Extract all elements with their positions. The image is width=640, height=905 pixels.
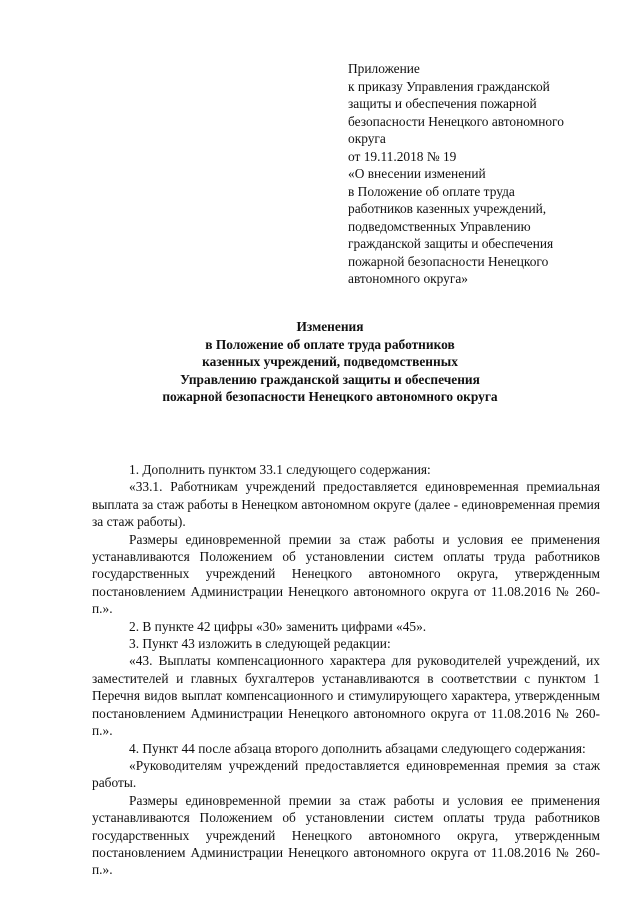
body-paragraph: 2. В пункте 42 цифры «30» заменить цифрами «45». [129, 618, 427, 634]
appendix-line: безопасности Ненецкого автономного [348, 113, 564, 129]
body-paragraph: Размеры единовременной премии за стаж работы и условия ее применения устанавливаются Положением об установлении систем оплаты труда работников государственных учреждений Ненецкого автономного округа, утвержденным постановлением Администрации Ненецкого автономного округа от 11.08.2016 № 260-п.». [92, 531, 600, 617]
body-paragraph: Размеры единовременной премии за стаж работы и условия ее применения устанавливаются Положением об установлении систем оплаты труда работников государственных учреждений Ненецкого автономного округа, утвержденным постановлением Администрации Ненецкого автономного округа от 11.08.2016 № 260-п.». [92, 792, 600, 878]
appendix-line: «О внесении изменений [348, 166, 486, 181]
appendix-line: подведомственных Управлению [348, 218, 531, 234]
appendix-line: округа [348, 131, 386, 146]
appendix-line: к приказу Управления гражданской [348, 78, 550, 94]
title-line: Изменения [296, 319, 364, 334]
appendix-line: Приложение [348, 61, 420, 76]
body-paragraph: «33.1. Работникам учреждений предоставляется единовременная премиальная выплата за стаж работы в Ненецком автономном округе (далее - единовременная премия за стаж работы). [92, 479, 600, 530]
appendix-line: пожарной безопасности Ненецкого [348, 253, 549, 269]
appendix-line: автономного округа» [348, 271, 468, 286]
appendix-line: защиты и обеспечения пожарной [348, 96, 537, 111]
body-paragraph: 4. Пункт 44 после абзаца второго дополнить абзацами следующего содержания: [129, 740, 586, 756]
document-body [92, 461, 600, 879]
appendix-line: гражданской защиты и обеспечения [348, 236, 554, 251]
body-paragraph: «43. Выплаты компенсационного характера для руководителей учреждений, их заместителей и главных бухгалтеров устанавливаются в соответствии с пунктом 1 Перечня видов выплат компенсационного и стимулирующего характера, утвержденным постановлением Администрации Ненецкого автономного округа от 11.08.2016 № 260-п.». [92, 653, 600, 739]
body-paragraph: 3. Пункт 43 изложить в следующей редакции: [129, 636, 391, 652]
title-line: в Положение об оплате труда работников [205, 336, 455, 352]
title-line: Управлению гражданской защиты и обеспечения [180, 371, 480, 387]
title-line: пожарной безопасности Ненецкого автономного округа [162, 389, 498, 404]
appendix-header [348, 60, 598, 288]
body-paragraph: 1. Дополнить пунктом 33.1 следующего содержания: [129, 462, 431, 477]
title-line: казенных учреждений, подведомственных [202, 354, 458, 369]
appendix-line: от 19.11.2018 № 19 [348, 148, 457, 164]
appendix-line: в Положение об оплате труда [348, 183, 515, 199]
body-paragraph: «Руководителям учреждений предоставляется единовременная премия за стаж работы. [92, 757, 600, 791]
document-title [90, 318, 570, 406]
appendix-line: работников казенных учреждений, [348, 201, 547, 216]
